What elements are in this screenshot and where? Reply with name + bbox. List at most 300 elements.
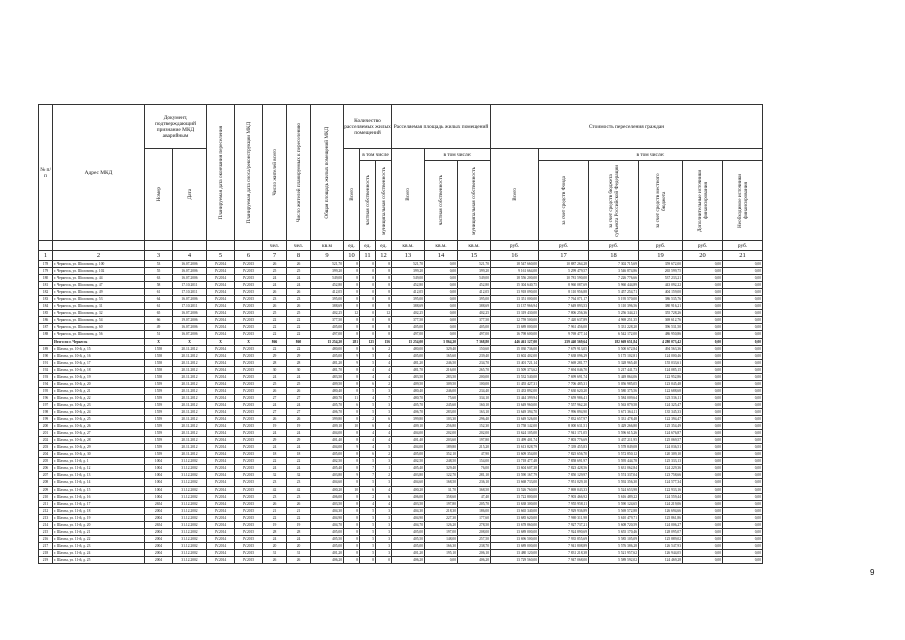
table-cell: 188: [39, 331, 53, 338]
table-cell: 8: [344, 261, 360, 268]
table-cell: IV.2014: [207, 472, 235, 479]
table-cell: 6: [235, 251, 263, 261]
table-cell: IV.2014: [207, 380, 235, 387]
table-cell: 0,00: [683, 324, 723, 331]
table-cell: г. Черкесск, ул. Шолохова, д. 56: [53, 331, 145, 338]
table-cell: IV.2015: [235, 345, 263, 352]
table-cell: 16.07.2006: [173, 275, 207, 282]
table-cell: 1558: [145, 359, 173, 366]
table-row: [39, 521, 763, 528]
table-cell: 0,00: [723, 345, 763, 352]
table-cell: 0,00: [683, 296, 723, 303]
table-cell: 5 331 228,20: [589, 324, 639, 331]
table-cell: 452,80: [392, 282, 425, 289]
table-cell: 75,60: [425, 394, 458, 401]
table-cell: 399,20: [392, 268, 425, 275]
table-cell: 124 559,44: [639, 493, 683, 500]
header-address: Адрес МКД: [53, 105, 145, 241]
table-cell: IV.2015: [235, 423, 263, 430]
header-planned-demolish: [235, 105, 263, 241]
table-cell: 27: [287, 408, 311, 415]
table-cell: 9: [344, 444, 360, 451]
table-cell: 215,20: [458, 444, 491, 451]
table-cell: 409,50: [311, 380, 344, 387]
table-cell: 0,00: [723, 352, 763, 359]
table-cell: 31.12.2002: [173, 521, 207, 528]
table-cell: 13 722 800,00: [491, 493, 539, 500]
table-cell: 1559: [145, 401, 173, 408]
table-cell: 63: [145, 275, 173, 282]
table-cell: 8: [344, 268, 360, 275]
header-cost-fund: [539, 161, 589, 241]
table-cell: 13 444 399,94: [491, 394, 539, 401]
table-row: [39, 394, 763, 401]
table-cell: 23: [263, 296, 287, 303]
table-cell: г. Шахты, ул. 10-й, д. 17: [53, 359, 145, 366]
table-cell: IV.2014: [207, 416, 235, 423]
table-row: [39, 282, 763, 289]
table-cell: 0,00: [723, 549, 763, 556]
table-cell: 8: [360, 556, 376, 563]
table-cell: 406,70: [311, 408, 344, 415]
table-cell: 4: [360, 430, 376, 437]
table-cell: 0,00: [683, 380, 723, 387]
table-cell: 5 631 062,84: [589, 465, 639, 472]
table-cell: 199: [39, 416, 53, 423]
table-cell: 203: [39, 444, 53, 451]
table-cell: г. Черкесск, ул. Шолохова, д. 49: [53, 289, 145, 296]
table-cell: 406,00: [311, 493, 344, 500]
table-cell: 8: [376, 261, 392, 268]
table-cell: 497,00: [392, 331, 425, 338]
table-cell: 178: [39, 261, 53, 268]
table-cell: 1558: [145, 373, 173, 380]
table-cell: 4: [360, 394, 376, 401]
table-cell: 402,25: [311, 310, 344, 317]
table-cell: 0,00: [683, 401, 723, 408]
table-cell: г. Черкесск, ул. Шолохова, д. 44: [53, 275, 145, 282]
table-cell: 5: [360, 479, 376, 486]
table-cell: 20.11.2012: [173, 401, 207, 408]
table-cell: 24: [287, 444, 311, 451]
table-cell: 26: [263, 289, 287, 296]
table-cell: 0,00: [723, 528, 763, 535]
table-cell: 202: [39, 437, 53, 444]
table-cell: 184: [39, 303, 53, 310]
table-cell: 8: [344, 387, 360, 394]
table-cell: 0,00: [683, 423, 723, 430]
table-cell: 8 110 956,88: [539, 289, 589, 296]
table-cell: 13 624 105,00: [491, 430, 539, 437]
table-cell: 2: [376, 380, 392, 387]
table-cell: 51: [145, 331, 173, 338]
table-cell: г. Черкесск, ул. Шолохова, д. 60: [53, 324, 145, 331]
table-cell: 20: [263, 542, 287, 549]
table-cell: 20.11.2012: [173, 366, 207, 373]
table-cell: 1559: [145, 408, 173, 415]
table-cell: 124 036,51: [639, 444, 683, 451]
table-cell: 126 547,93: [639, 542, 683, 549]
table-row: [39, 261, 763, 268]
table-cell: 198: [39, 408, 53, 415]
table-cell: 7 941 171,05: [539, 430, 589, 437]
table-cell: г. Шахты, ул. 10-й, д. 18: [53, 366, 145, 373]
table-cell: IV.2014: [207, 500, 235, 507]
table-cell: 1559: [145, 387, 173, 394]
table-cell: 6: [376, 416, 392, 423]
table-cell: 5: [360, 458, 376, 465]
table-cell: 0,00: [683, 493, 723, 500]
table-cell: 24: [287, 430, 311, 437]
table-row: [39, 486, 763, 493]
table-row: [39, 514, 763, 521]
table-row: [39, 324, 763, 331]
table-cell: 30: [263, 366, 287, 373]
table-cell: IV.2014: [207, 556, 235, 563]
header-area-in-that: в том числе:: [425, 149, 491, 161]
header-rooms-total-text: Всего: [348, 188, 355, 201]
table-cell: 16 798 600,00: [491, 331, 539, 338]
table-cell: 7 638 096,29: [539, 352, 589, 359]
table-cell: 23: [263, 479, 287, 486]
header-private: [360, 161, 376, 241]
table-cell: 28: [287, 528, 311, 535]
table-cell: 0,00: [683, 535, 723, 542]
table-cell: 16.07.2006: [173, 324, 207, 331]
table-cell: 30: [287, 366, 311, 373]
table-cell: 204: [39, 451, 53, 458]
table-cell: 15 254,00: [392, 338, 425, 345]
table-cell: г. Черкесск, ул. Шолохова, д. 54: [53, 317, 145, 324]
table-cell: 7 955 958,11: [539, 500, 589, 507]
table-cell: 20: [287, 542, 311, 549]
table-cell: 0,00: [683, 528, 723, 535]
table-cell: [39, 241, 53, 251]
header-doc-date-text: Дата: [186, 189, 193, 200]
header-total-area: [311, 105, 344, 241]
table-cell: 358,60: [425, 493, 458, 500]
table-cell: 8: [344, 437, 360, 444]
table-cell: 0: [360, 296, 376, 303]
table-cell: 125 861,86: [639, 514, 683, 521]
header-cost-extra: [683, 161, 723, 241]
header-rooms-count: Количество расселяемых жилых помещений: [344, 105, 392, 149]
table-cell: г. Шахты, ул. 10-й, д. 27: [53, 430, 145, 437]
table-cell: 481,20: [311, 359, 344, 366]
table-cell: 409,50: [392, 380, 425, 387]
table-cell: 0,00: [683, 331, 723, 338]
table-row: [39, 268, 763, 275]
header-area-total-text: Всего: [405, 188, 411, 201]
table-cell: 1004: [145, 472, 173, 479]
table-cell: 7 929 936,89: [539, 507, 589, 514]
table-cell: 404,70: [392, 521, 425, 528]
table-cell: 3 546 874,86: [589, 268, 639, 275]
table-cell: 22: [263, 331, 287, 338]
table-cell: 8: [344, 500, 360, 507]
table-cell: IV.2014: [207, 408, 235, 415]
table-cell: г. Шахты, ул. 10-й, д. 29: [53, 444, 145, 451]
table-cell: 205: [39, 458, 53, 465]
table-cell: IV.2015: [235, 500, 263, 507]
table-cell: 0,00: [425, 261, 458, 268]
table-cell: 9 161 664,00: [491, 268, 539, 275]
table-cell: 13 499 401,74: [491, 437, 539, 444]
table-cell: IV.2014: [207, 289, 235, 296]
table-cell: [173, 241, 207, 251]
table-cell: 26: [263, 500, 287, 507]
table-cell: 156: [376, 338, 392, 345]
table-cell: 0,00: [683, 458, 723, 465]
table-cell: 23: [263, 493, 287, 500]
table-cell: 20.11.2012: [173, 451, 207, 458]
table-cell: 32: [263, 472, 287, 479]
table-cell: 24: [263, 275, 287, 282]
table-cell: IV.2014: [207, 507, 235, 514]
table-cell: 22: [287, 514, 311, 521]
table-cell: 17.10.2011: [173, 282, 207, 289]
table-cell: 0,00: [723, 310, 763, 317]
table-cell: 123 536,11: [639, 394, 683, 401]
table-cell: 0,00: [723, 535, 763, 542]
table-cell: 377,50: [392, 317, 425, 324]
table-cell: 246,00: [425, 387, 458, 394]
table-cell: 0,00: [683, 416, 723, 423]
table-cell: 26: [287, 261, 311, 268]
table-cell: 8: [344, 556, 360, 563]
table-cell: 5 328 965,40: [589, 359, 639, 366]
table-cell: 406,00: [392, 493, 425, 500]
table-cell: 5 590 124,65: [589, 500, 639, 507]
table-cell: 13 590 167,79: [491, 472, 539, 479]
table-cell: 209: [39, 486, 53, 493]
table-row: [39, 401, 763, 408]
table-cell: X: [145, 338, 173, 345]
table-cell: 124 325,47: [639, 401, 683, 408]
table-cell: 5 110 396,56: [589, 303, 639, 310]
table-cell: IV.2014: [207, 486, 235, 493]
table-cell: 31.12.2002: [173, 493, 207, 500]
table-cell: 26: [263, 261, 287, 268]
table-cell: 0,00: [683, 408, 723, 415]
table-cell: 0,00: [723, 387, 763, 394]
table-cell: 22: [287, 345, 311, 352]
table-cell: IV.2015: [235, 521, 263, 528]
table-cell: 2: [360, 493, 376, 500]
table-cell: IV.2015: [235, 458, 263, 465]
table-cell: 27: [263, 408, 287, 415]
table-cell: 481,70: [311, 366, 344, 373]
table-cell: 194: [39, 380, 53, 387]
table-cell: 8: [376, 296, 392, 303]
table-cell: IV.2015: [235, 549, 263, 556]
table-cell: 369 612,76: [639, 317, 683, 324]
table-cell: 13 351 000,00: [491, 296, 539, 303]
table-cell: 13 649 960,00: [491, 401, 539, 408]
table-cell: 497,00: [311, 331, 344, 338]
table-cell: 15 254,20: [311, 338, 344, 345]
table-cell: г. Шахты, ул. 10-й, д. 25: [53, 416, 145, 423]
table-cell: 404,70: [311, 521, 344, 528]
table-cell: 481,20: [392, 359, 425, 366]
table-cell: 1559: [145, 394, 173, 401]
table-cell: 8: [344, 493, 360, 500]
table-cell: 203,60: [425, 437, 458, 444]
table-cell: г. Шахты, ул. 11-й, д. 12: [53, 465, 145, 472]
table-cell: 0,00: [683, 345, 723, 352]
table-cell: 124 006,27: [639, 521, 683, 528]
table-cell: 200: [39, 423, 53, 430]
table-cell: 7 832 657,97: [539, 416, 589, 423]
table-cell: 26: [263, 556, 287, 563]
table-cell: 20.11.2012: [173, 359, 207, 366]
table-cell: 124 469,28: [639, 556, 683, 563]
table-cell: 5: [207, 251, 235, 261]
table-cell: 6: [376, 493, 392, 500]
header-area-municipal: [458, 161, 491, 241]
table-cell: 7 858 691,97: [539, 458, 589, 465]
table-cell: 1559: [145, 444, 173, 451]
table-cell: 5 589 592,02: [589, 556, 639, 563]
header-residents-planned: [287, 105, 311, 241]
table-cell: 16.07.2006: [173, 331, 207, 338]
table-cell: 29: [287, 352, 311, 359]
table-cell: 7 659 986,41: [539, 394, 589, 401]
table-cell: 103,30: [425, 416, 458, 423]
table-cell: 29: [263, 352, 287, 359]
table-cell: IV.2015: [235, 275, 263, 282]
table-cell: 8: [344, 317, 360, 324]
table-cell: 17: [539, 251, 589, 261]
table-cell: 0,00: [683, 317, 723, 324]
table-cell: IV.2015: [235, 408, 263, 415]
table-cell: 193: [39, 373, 53, 380]
table-cell: 13 604 607,38: [491, 465, 539, 472]
table-cell: 206: [39, 465, 53, 472]
table-cell: 4: [376, 437, 392, 444]
table-cell: 124 676,87: [639, 430, 683, 437]
table-cell: IV.2014: [207, 394, 235, 401]
table-row: [39, 542, 763, 549]
table-cell: 0,00: [683, 507, 723, 514]
table-cell: 2004: [145, 556, 173, 563]
table-cell: IV.2014: [207, 493, 235, 500]
table-cell: 17.10.2011: [173, 303, 207, 310]
table-cell: 5 521 957,62: [589, 549, 639, 556]
table-cell: 148,00: [425, 535, 458, 542]
table-cell: 49: [145, 324, 173, 331]
table-cell: 7 764 071,17: [539, 296, 589, 303]
table-cell: руб.: [491, 241, 539, 251]
header-cost-region-text: за счет средств бюджета субъекта Российской Федерации: [607, 164, 620, 237]
table-cell: 28: [287, 359, 311, 366]
table-cell: г. Шахты, ул. 11-й, д. 23: [53, 542, 145, 549]
table-cell: 7 935 855,69: [539, 535, 589, 542]
table-cell: 0,00: [425, 331, 458, 338]
table-cell: 185: [39, 310, 53, 317]
table-cell: IV.2014: [207, 261, 235, 268]
table-cell: г. Шахты, ул. 10-й, д. 21: [53, 387, 145, 394]
table-cell: 405,00: [311, 542, 344, 549]
table-cell: 13 609 354,00: [491, 451, 539, 458]
table-cell: 405,00: [311, 528, 344, 535]
table-cell: 6: [360, 423, 376, 430]
table-cell: IV.2015: [235, 387, 263, 394]
table-cell: 3: [376, 387, 392, 394]
table-cell: г. Шахты, ул. 10-й, д. 26: [53, 423, 145, 430]
header-rooms-in-that: в том числе: [360, 149, 392, 161]
table-cell: кв.м.: [458, 241, 491, 251]
table-cell: 8: [344, 549, 360, 556]
table-cell: 1559: [145, 416, 173, 423]
table-cell: 58: [145, 282, 173, 289]
table-cell: 31.12.2002: [173, 556, 207, 563]
table-cell: 22: [263, 514, 287, 521]
header-cost-fund-text: за счет средств Фонда: [560, 176, 567, 225]
table-cell: 5: [360, 401, 376, 408]
table-cell: IV.2014: [207, 437, 235, 444]
table-cell: 8: [344, 451, 360, 458]
table-cell: 399,20: [458, 268, 491, 275]
table-row: [39, 430, 763, 437]
table-cell: 0,00: [683, 303, 723, 310]
table-cell: 0,00: [723, 437, 763, 444]
table-cell: 124 000,46: [639, 352, 683, 359]
table-cell: IV.2014: [207, 451, 235, 458]
table-cell: 860: [287, 338, 311, 345]
table-cell: 8: [344, 416, 360, 423]
table-cell: 122 952,86: [639, 373, 683, 380]
table-row: [39, 528, 763, 535]
table-cell: X: [235, 338, 263, 345]
table-cell: 217: [39, 542, 53, 549]
table-cell: 5: [360, 352, 376, 359]
table-cell: 283,00: [425, 408, 458, 415]
table-cell: 186,00: [458, 507, 491, 514]
table-cell: 296,40: [458, 416, 491, 423]
table-cell: 0,00: [723, 268, 763, 275]
table-cell: 259 440 569,64: [539, 338, 589, 345]
table-cell: 4 969 251,35: [589, 317, 639, 324]
table-row: [39, 549, 763, 556]
table-row: [39, 289, 763, 296]
table-cell: 9: [344, 472, 360, 479]
table-cell: 380 916,21: [639, 303, 683, 310]
table-cell: 0,00: [683, 556, 723, 563]
header-cost-in-that: в том числе:: [539, 149, 763, 161]
table-cell: 7 679 913,05: [539, 345, 589, 352]
table-cell: 5 175 102,81: [589, 352, 639, 359]
table-cell: IV.2015: [235, 296, 263, 303]
table-row: [39, 423, 763, 430]
table-row: [39, 444, 763, 451]
table-cell: 160,10: [458, 401, 491, 408]
table-cell: 405,70: [392, 401, 425, 408]
table-cell: 3: [376, 507, 392, 514]
table-cell: 4: [376, 423, 392, 430]
table-cell: 3: [376, 521, 392, 528]
table-cell: 4: [173, 251, 207, 261]
table-cell: IV.2014: [207, 387, 235, 394]
table-cell: 13 509 373,62: [491, 366, 539, 373]
table-cell: IV.2015: [235, 401, 263, 408]
table-cell: 8: [344, 458, 360, 465]
table-cell: IV.2015: [235, 324, 263, 331]
table-cell: 245,60: [425, 401, 458, 408]
table-cell: 6: [360, 486, 376, 493]
table-cell: IV.2014: [207, 401, 235, 408]
header-cost-extra-text: Дополнительные источники финансирования: [696, 169, 709, 232]
